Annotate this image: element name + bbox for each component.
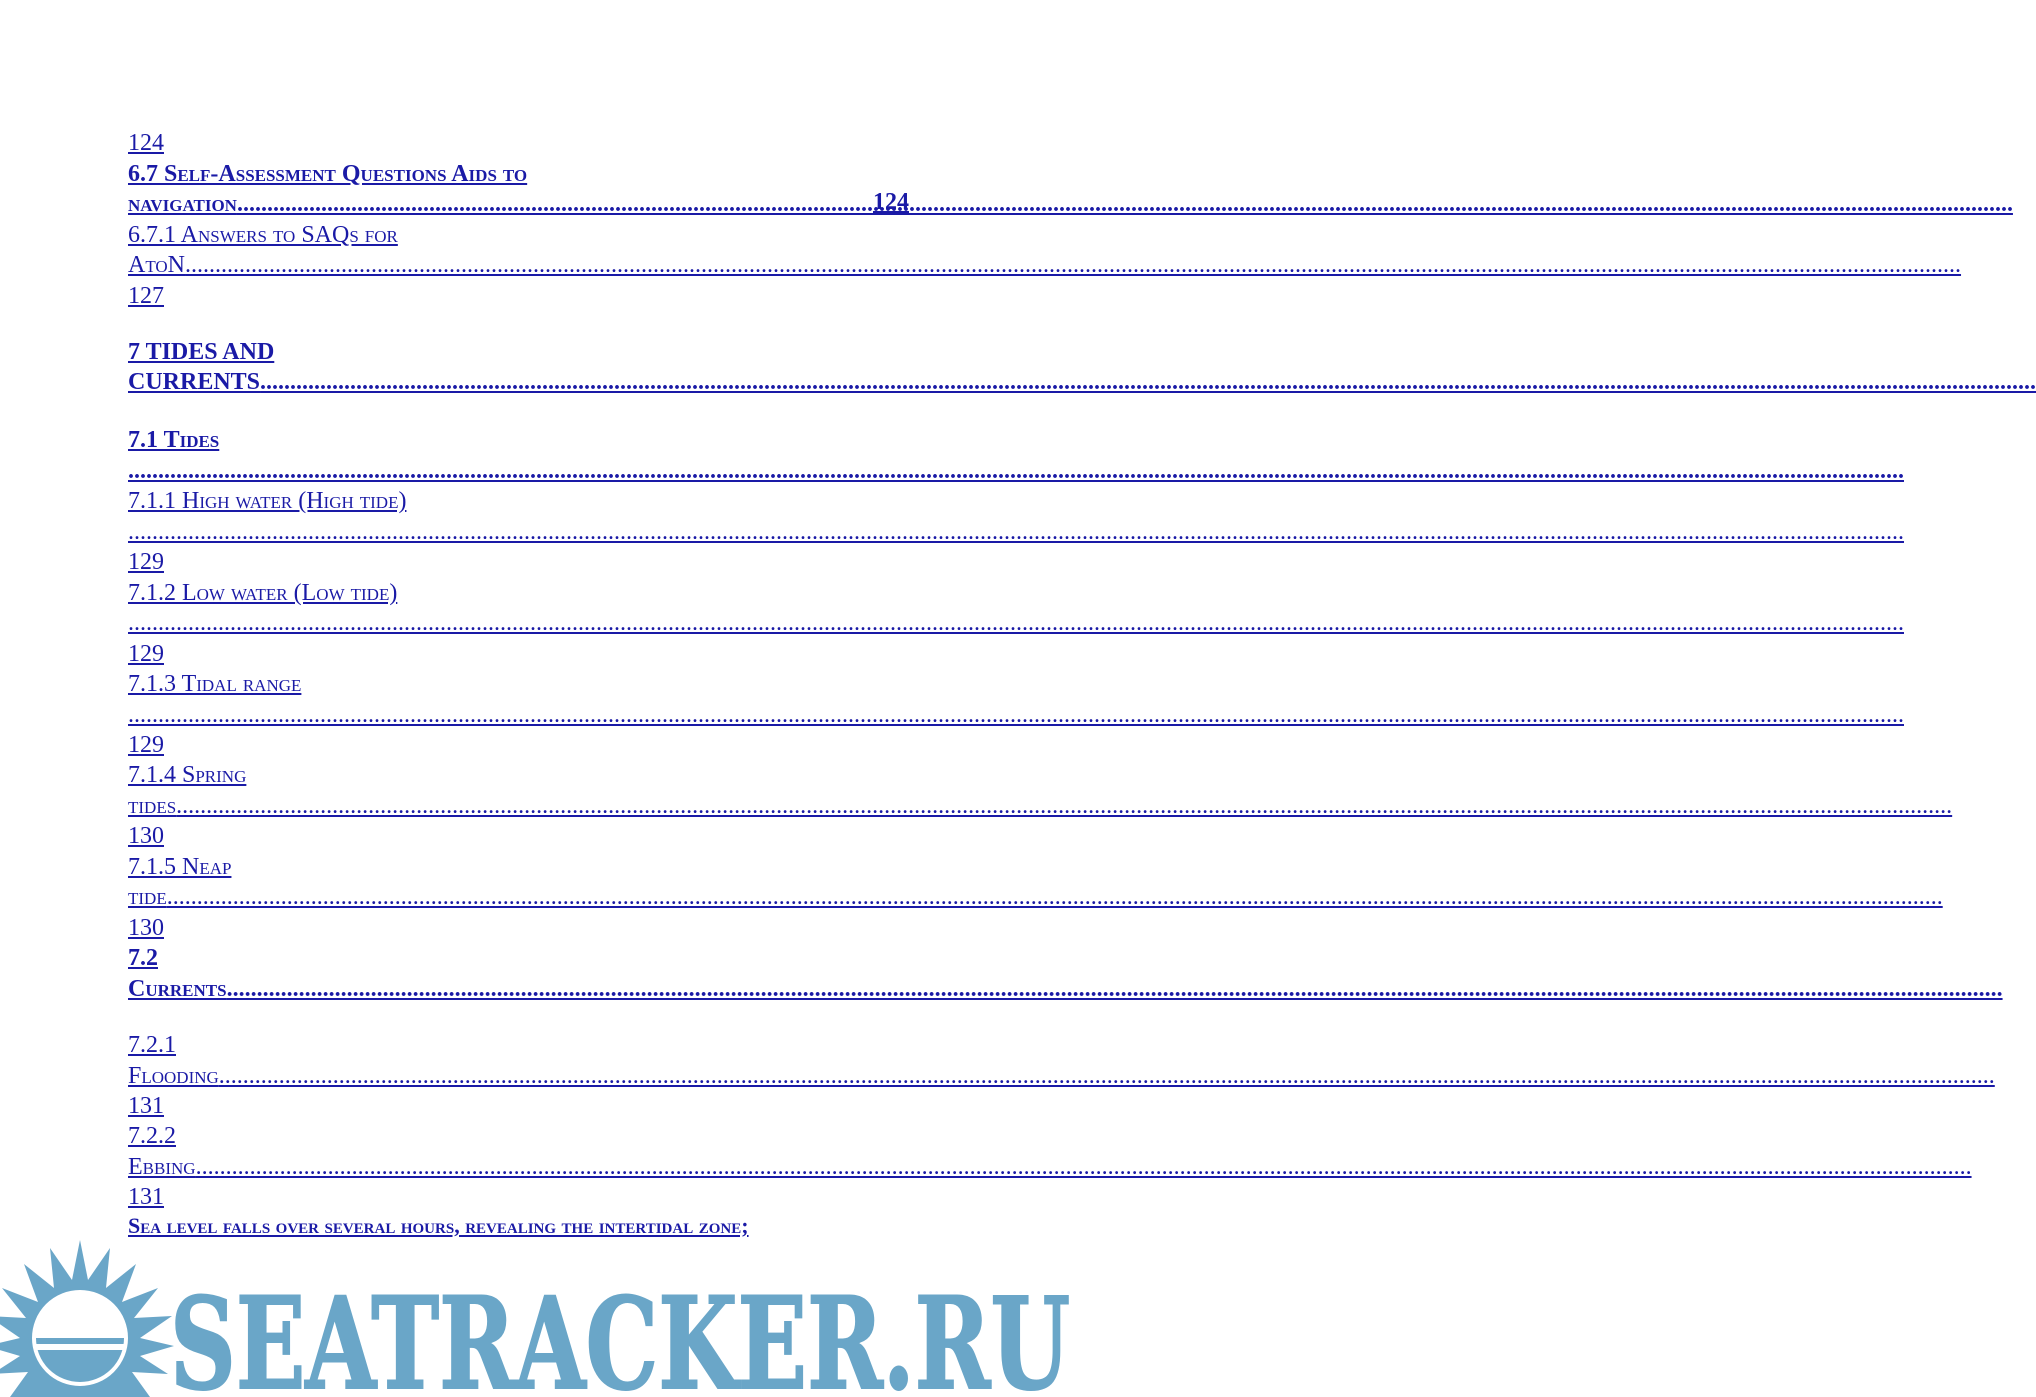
toc-entry-7-cont[interactable]: CURRENTS ..... bbox=[128, 367, 954, 397]
sun-logo-icon bbox=[0, 1240, 174, 1397]
toc-entry-7[interactable]: 7 TIDES AND bbox=[128, 339, 275, 365]
toc-entry-7-1-4[interactable]: 7.1.4 Spring bbox=[128, 762, 247, 788]
toc-page-number[interactable]: 129 bbox=[128, 549, 164, 575]
toc-page-number[interactable]: 130 bbox=[128, 915, 164, 941]
toc-entry-7-2-2[interactable]: 7.2.2 bbox=[128, 1123, 176, 1149]
toc-entry-7-1-5[interactable]: 7.1.5 Neap bbox=[128, 854, 232, 880]
toc-entry-7-1-1[interactable]: 7.1.1 High water (High tide) bbox=[128, 488, 407, 514]
toc-page-number[interactable]: 124 bbox=[128, 130, 164, 156]
watermark-banner bbox=[0, 1240, 1080, 1397]
toc-leader-dots[interactable] bbox=[128, 608, 954, 638]
toc-entry-7-1-5-cont[interactable]: tide ..... bbox=[128, 882, 954, 912]
toc-entry-7-1-2[interactable]: 7.1.2 Low water (Low tide) bbox=[128, 580, 398, 606]
toc-page-number[interactable]: 129 bbox=[128, 641, 164, 667]
toc-leader-dots[interactable] bbox=[128, 700, 954, 730]
toc-entry-6-7-1[interactable]: 6.7.1 Answers to SAQs for bbox=[128, 222, 398, 248]
toc-entry-6-7[interactable]: 6.7 Self-Assessment Questions Aids to bbox=[128, 161, 528, 187]
summary-line[interactable]: Sea level falls over several hours, revealing the intertidal zone; bbox=[128, 1213, 749, 1238]
toc-entry-7-1-3[interactable]: 7.1.3 Tidal range bbox=[128, 671, 302, 697]
toc-entry-7-2[interactable]: 7.2 bbox=[128, 945, 158, 971]
toc-entry-6-7-cont[interactable]: navigation ..... bbox=[128, 189, 873, 219]
toc-page-number[interactable]: 129 bbox=[128, 732, 164, 758]
toc-page-number[interactable]: 131 bbox=[128, 1093, 164, 1119]
toc-entry-7-2-1[interactable]: 7.2.1 bbox=[128, 1032, 176, 1058]
toc-page-number[interactable]: 127 bbox=[128, 283, 164, 309]
toc-entry-6-7-1-cont[interactable]: AtoN ..... bbox=[128, 250, 954, 280]
toc-entry-7-2-2-cont[interactable]: Ebbing ..... bbox=[128, 1152, 954, 1182]
toc-page-number[interactable]: 130 bbox=[128, 823, 164, 849]
toc-entry-7-2-1-cont[interactable]: Flooding ..... bbox=[128, 1061, 954, 1091]
toc-page-number[interactable]: 131 bbox=[128, 1184, 164, 1210]
toc-leader-dots[interactable] bbox=[128, 517, 954, 547]
toc-page-number[interactable]: 124 bbox=[873, 189, 909, 215]
toc-entry-7-1[interactable]: 7.1 Tides bbox=[128, 427, 220, 453]
toc-entry-7-2-cont[interactable]: Currents ..... bbox=[128, 974, 954, 1004]
watermark-text: SEATRACKER.RU bbox=[170, 1270, 1070, 1397]
toc-leader-dots[interactable] bbox=[128, 456, 954, 486]
toc-entry-7-1-4-cont[interactable]: tides ..... bbox=[128, 791, 954, 821]
